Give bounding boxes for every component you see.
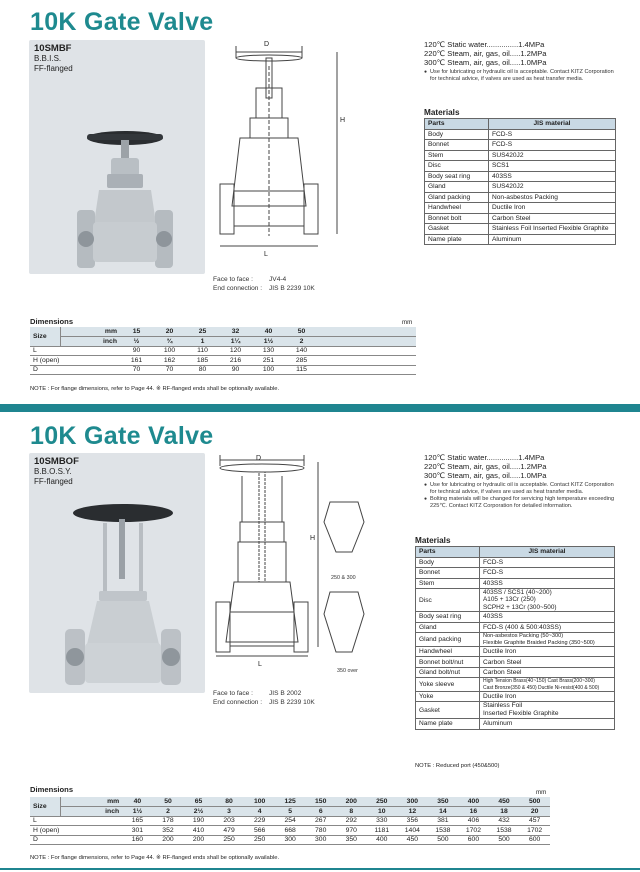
dimensions-table-1: Size mm 15 20 25 32 40 50 inch ½ ¾ 1 1¼ 1½ 2 L 90 100 110 120 130 140 H (open) 161 162 185 216 251 285 D 70 70 80 90 100 115 [30, 327, 416, 375]
valve-photo-1 [29, 40, 205, 274]
materials-note-2: NOTE : Reduced port (450&500) [415, 763, 500, 769]
cross-section-drawing-1 [212, 36, 362, 274]
model-type-1: FF-flanged [34, 64, 73, 73]
valve-photo-2 [29, 453, 205, 693]
footnote-1: NOTE : For flange dimensions, refer to Page 44. ※ RF-flanged ends shall be optionally available. [30, 386, 280, 392]
detail-label-2: 350 over [337, 668, 358, 674]
materials-table-1: Parts JIS material Body FCD-S Bonnet FCD-S Stem SUS420J2 Disc SCS1 Body seat ring 403SS Gland SUS420J2 Gland packing Non-asbestos Packing Handwheel Ductile Iron Bonnet bolt Carbon Steel Gasket Stainless Foil Inserted Flexible Graphite Name plate Aluminum [424, 118, 616, 245]
materials-title-1: Materials [424, 108, 460, 117]
gate-valve-image-2 [29, 453, 205, 693]
model-subtitle-1: B.B.I.S. [34, 54, 62, 63]
mm-label-1: mm [402, 319, 413, 326]
footnote-2: NOTE : For flange dimensions, refer to Page 44. ※ RF-flanged ends shall be optionally available. [30, 855, 280, 861]
svg-text:H: H [340, 117, 346, 124]
gate-valve-image-1 [29, 40, 205, 274]
svg-text:L: L [258, 661, 262, 668]
svg-text:H: H [310, 535, 316, 542]
section2-title: 10K Gate Valve [30, 422, 214, 450]
section1-title: 10K Gate Valve [30, 8, 214, 36]
cross-section-drawing-2 [212, 452, 412, 688]
materials-title-2: Materials [415, 536, 451, 545]
dimensions-title-2: Dimensions [30, 785, 74, 794]
section-divider [0, 404, 640, 412]
svg-text:D: D [264, 41, 270, 48]
detail-label-1: 250 & 300 [331, 575, 356, 581]
svg-text:D: D [256, 455, 262, 462]
model-code-2: 10SMBOF [34, 456, 79, 467]
spec-caption-1: Face to face : JV4-4 End connection : JIS B 2239 10K [213, 276, 315, 292]
model-subtitle-2: B.B.O.S.Y. [34, 467, 72, 476]
pressure-ratings-2: 120℃ Static water...............1.4MPa 220℃ Steam, air, gas, oil.....1.2MPa 300℃ Steam, air, gas, oil.....1.0MPa ● Use for lubricating or hydraulic oil is acceptable. Contact KITZ Corporation for technical advice, if valves are used as heat transfer media. ● Bolting materials will be changed for servicing high temperature exceeding 225℃. Contact KITZ Corporation for detailed information. [424, 453, 616, 509]
bottom-rule [0, 868, 640, 870]
model-code-1: 10SMBF [34, 43, 72, 54]
materials-table-2: Parts JIS material Body FCD-S Bonnet FCD-S Stem 403SS Disc 403SS / SCS1 (40~200) A105 + 13Cr (250) SCPH2 + 13Cr (300~500) Body seat ring 403SS Gland FCD-S (400 & 500:403SS) Gland packing Non-asbestos Packing (50~300) Flexible Graphite Braided Packing (350~500) Handwheel Ductile Iron Bonnet bolt/nut Carbon Steel Gland bolt/nut Carbon Steel Yoke sleeve High Tension Brass(40~150) Cast Brass(200~300) Cast Bronze(350 & 450) Ductile Ni-resist(400 & 500) Yoke Ductile Iron Gasket Stainless Foil Inserted Flexible Graphite Name plate Aluminum [415, 546, 615, 730]
dimensions-table-2: Size mm 40 50 65 80 100 125 150 200 250 300 350 400 450 500 inch 1½ 2 2½ 3 4 5 6 8 10 12 14 16 18 20 L 165 178 190 203 229 254 267 292 330 356 381 406 432 457 H (open) 301 352 410 479 566 668 780 970 1181 1404 1538 1702 1538 1702 D 160 200 200 250 250 300 300 350 400 450 500 600 500 600 [30, 797, 550, 845]
mm-label-2: mm [536, 789, 547, 796]
pressure-ratings-1: 120℃ Static water...............1.4MPa 220℃ Steam, air, gas, oil.....1.2MPa 300℃ Steam, air, gas, oil.....1.0MPa ● Use for lubricating or hydraulic oil is acceptable. Contact KITZ Corporation for technical advice, if valves are used as heat transfer media. [424, 40, 616, 82]
spec-caption-2: Face to face : JIS B 2002 End connection : JIS B 2239 10K [213, 690, 315, 706]
svg-text:L: L [264, 251, 268, 258]
model-type-2: FF-flanged [34, 477, 73, 486]
dimensions-title-1: Dimensions [30, 317, 74, 326]
